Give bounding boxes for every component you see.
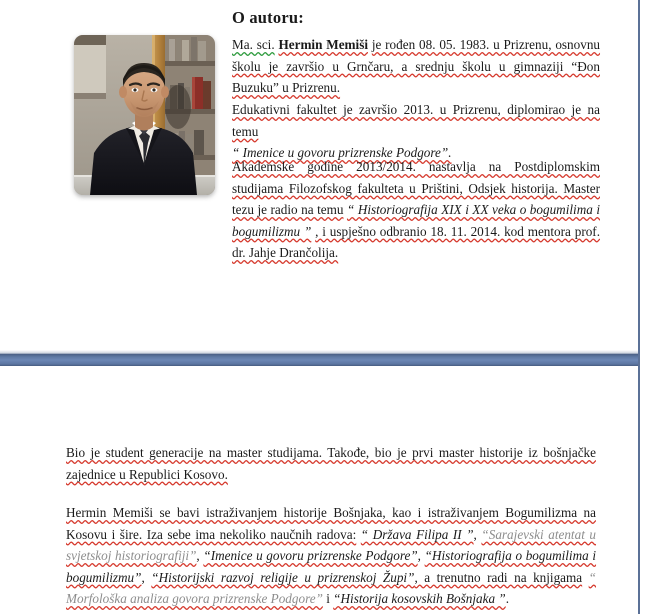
para5-comma-1: ,: [473, 526, 477, 542]
para3-segment-defense: , i uspješno odbranio 18. 11. 2014. kod mentora prof. dr. Jahje Drančolija.: [232, 223, 600, 260]
para5-comma-4: ,: [141, 569, 145, 585]
para3-segment-master-thesis-title: “ Historiografija XIX i XX veka o bogumilima i bogumilizmu ”: [232, 202, 600, 239]
para5-comma-2: ,: [196, 548, 200, 563]
para2-segment-body: Edukativni fakultet je završio 2013. u Prizrenu, diplomirao je na temu: [232, 102, 600, 139]
para5-work-title-4: “Historiografija o bogumilima i bogumilizmu”: [66, 548, 597, 585]
para1-segment-body: je rođen 08. 05. 1983. u Prizrenu, osnovnu školu je završio u Grnčaru, a srednju školu u gimnaziji “Đon Buzuku” u Prizrenu.: [232, 37, 601, 95]
paragraph-biography-intro: [232, 34, 600, 99]
para1-segment-degree: Ma. sci.: [232, 37, 275, 52]
para5-work-title-3: “Imenice u govoru prizrenske Podgore”: [203, 548, 418, 563]
portrait-image: [74, 35, 215, 195]
para5-work-title-5: “Historijski razvoj religije u prizrenskoj Župi”: [151, 569, 415, 585]
para4-segment-body: Bio je student generacije na master studijama. Takođe, bio je prvi master historije iz bošnjačke zajednice u Republici Kosovo.: [66, 445, 596, 482]
right-margin-rail: [640, 0, 650, 614]
para5-segment-mid: , a trenutno radi na knjigama: [414, 569, 583, 585]
paragraph-postgraduate: [232, 156, 600, 264]
page-title: O autoru:: [232, 8, 304, 27]
page-break-separator: [0, 353, 640, 366]
para3-segment-body: Akademske godine 2013/2014. nastavlja na Postdiplomskim studijama Filozofskog fakulteta u Prištini, Odsjek historija. Master tezu je radio na temu: [232, 159, 600, 217]
para5-conjunction: i: [326, 591, 330, 606]
para2-segment-thesis-title: “ Imenice u govoru prizrenske Podgore”.: [232, 145, 452, 160]
paragraph-student-of-generation: [66, 442, 596, 485]
para5-period: .: [505, 591, 510, 606]
para1-segment-name: Hermin Memiši: [278, 37, 368, 52]
para5-work-title-2: “Sarajevski atentat u svjetskoj historiografiji”: [66, 526, 597, 563]
paragraph-research-and-works: [66, 502, 596, 610]
paragraph-undergraduate: [232, 99, 600, 164]
para5-comma-3: ,: [417, 548, 421, 563]
para5-segment-intro: Hermin Memiši se bavi istraživanjem historije Bošnjaka, kao i istraživanjem Bogumilizma na Kosovu i šire. Iza sebe ima nekoliko naučnih radova:: [66, 505, 596, 542]
para5-work-title-1: “ Država Filipa II ”: [360, 526, 474, 542]
para5-work-title-7: “Historija kosovskih Bošnjaka ”: [333, 591, 506, 606]
para5-work-title-6: “ Morfološka analiza govora prizrenske Podgore”: [66, 569, 596, 606]
author-portrait-photo: [74, 35, 215, 195]
